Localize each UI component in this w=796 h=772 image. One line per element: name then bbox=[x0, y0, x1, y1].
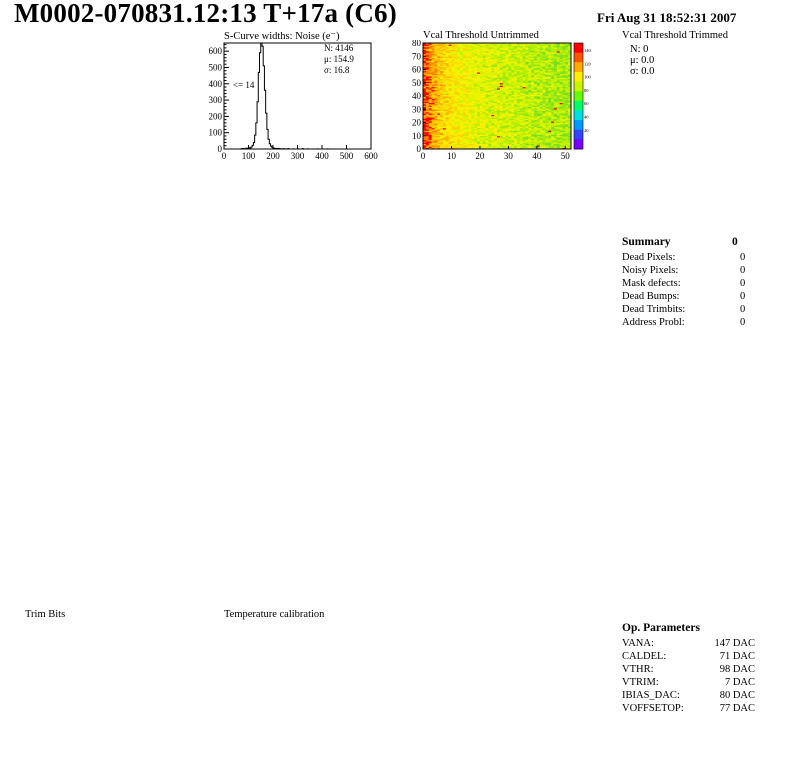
noise-histogram bbox=[200, 40, 390, 162]
colorbar-tick-label: 20 bbox=[584, 127, 589, 133]
y-tick-label: 600 bbox=[208, 46, 222, 57]
stat-line: μ: 154.9 bbox=[324, 54, 354, 64]
op-param-ibias-dac-label: IBIAS_DAC: bbox=[622, 690, 680, 701]
colorbar-segment bbox=[574, 110, 583, 120]
x-tick-label: 100 bbox=[241, 151, 256, 161]
op-param-caldel-value: 71 DAC bbox=[719, 651, 755, 662]
timestamp: Fri Aug 31 18:52:31 2007 bbox=[597, 10, 737, 25]
summary-mask-defects-label: Mask defects: bbox=[622, 278, 681, 289]
trimmed-stat-sigma: σ: 0.0 bbox=[630, 66, 655, 77]
y-tick-label: 40 bbox=[412, 91, 421, 101]
summary-dead-pixels-value: 0 bbox=[740, 252, 746, 263]
op-param-vana-label: VANA: bbox=[622, 638, 654, 649]
colorbar-segment bbox=[574, 101, 583, 111]
summary-noisy-pixels-label: Noisy Pixels: bbox=[622, 265, 679, 276]
summary-mask-defects-value: 0 bbox=[740, 278, 746, 289]
colorbar-tick-label: 80 bbox=[584, 87, 589, 93]
op-param-vana-value: 147 DAC bbox=[714, 638, 755, 649]
colorbar-segment bbox=[574, 130, 583, 140]
stat-line: N: 4146 bbox=[324, 43, 354, 53]
colorbar-tick-label: 120 bbox=[584, 61, 591, 67]
op-param-ibias-dac-value: 80 DAC bbox=[719, 690, 755, 701]
page-title: M0002-070831.12:13 T+17a (C6) bbox=[14, 0, 397, 28]
op-param-vtrim-value: 7 DAC bbox=[724, 677, 755, 688]
colorbar-segment bbox=[574, 91, 583, 101]
op-param-voffsetop-label: VOFFSETOP: bbox=[622, 703, 684, 714]
colorbar-segment bbox=[574, 72, 583, 82]
trimmed-stat-mu: μ: 0.0 bbox=[630, 55, 655, 66]
x-tick-label: 40 bbox=[532, 151, 542, 161]
histogram-series bbox=[241, 43, 328, 149]
op-params-heading: Op. Parameters bbox=[622, 622, 700, 634]
summary-noisy-pixels-value: 0 bbox=[740, 265, 746, 276]
colorbar-tick-label: 100 bbox=[584, 74, 591, 80]
summary-dead-bumps-value: 0 bbox=[740, 291, 746, 302]
summary-heading: Summary bbox=[622, 236, 671, 248]
y-tick-label: 10 bbox=[412, 130, 421, 141]
summary-dead-trimbits-value: 0 bbox=[740, 304, 746, 315]
x-tick-label: 20 bbox=[475, 151, 485, 161]
heatmap-cells bbox=[423, 43, 571, 149]
summary-address-probl-label: Address Probl: bbox=[622, 317, 685, 328]
underflow-annotation: <= 14 bbox=[233, 80, 255, 90]
x-tick-label: 0 bbox=[221, 151, 227, 161]
x-tick-label: 300 bbox=[290, 151, 305, 161]
y-tick-label: 500 bbox=[208, 62, 222, 73]
summary-total: 0 bbox=[732, 236, 738, 248]
y-tick-label: 400 bbox=[208, 78, 222, 89]
colorbar-tick-label: 140 bbox=[584, 48, 591, 53]
y-tick-label: 300 bbox=[208, 95, 222, 106]
y-tick-label: 0 bbox=[416, 144, 421, 154]
untrimmed-plot-title: Vcal Threshold Untrimmed bbox=[423, 30, 539, 41]
trimmed-stat-n: N: 0 bbox=[630, 44, 649, 55]
colorbar-segment bbox=[574, 53, 583, 63]
colorbar-segment bbox=[574, 120, 583, 130]
y-tick-label: 30 bbox=[412, 104, 421, 115]
summary-dead-pixels-label: Dead Pixels: bbox=[622, 252, 676, 263]
x-tick-label: 500 bbox=[339, 151, 354, 161]
op-param-voffsetop-value: 77 DAC bbox=[719, 703, 755, 714]
op-param-vthr-value: 98 DAC bbox=[719, 664, 755, 675]
colorbar-segment bbox=[574, 62, 583, 72]
untrimmed-heatmap bbox=[405, 40, 595, 162]
trimmed-plot-title: Vcal Threshold Trimmed bbox=[622, 30, 728, 41]
stat-line: σ: 16.8 bbox=[324, 65, 350, 75]
colorbar-segment bbox=[574, 82, 583, 92]
y-tick-label: 80 bbox=[412, 40, 421, 48]
y-tick-label: 50 bbox=[412, 77, 421, 88]
colorbar-segment bbox=[574, 139, 583, 149]
x-tick-label: 50 bbox=[560, 151, 570, 161]
colorbar-tick-label: 60 bbox=[584, 101, 589, 107]
summary-address-probl-value: 0 bbox=[740, 317, 746, 328]
x-tick-label: 0 bbox=[420, 151, 426, 161]
x-tick-label: 10 bbox=[446, 151, 456, 161]
colorbar-tick-label: 40 bbox=[584, 114, 589, 120]
summary-dead-bumps-label: Dead Bumps: bbox=[622, 291, 680, 302]
temperature-calibration-label: Temperature calibration bbox=[224, 609, 325, 620]
colorbar-segment bbox=[574, 43, 583, 53]
summary-dead-trimbits-label: Dead Trimbits: bbox=[622, 304, 686, 315]
op-param-vtrim-label: VTRIM: bbox=[622, 677, 659, 688]
y-tick-label: 200 bbox=[208, 111, 222, 122]
y-tick-label: 60 bbox=[412, 64, 421, 75]
y-tick-label: 20 bbox=[412, 117, 421, 128]
noise-plot-title: S-Curve widths: Noise (e⁻) bbox=[224, 31, 340, 42]
x-tick-label: 600 bbox=[364, 151, 378, 161]
x-tick-label: 400 bbox=[315, 151, 329, 161]
op-param-vthr-label: VTHR: bbox=[622, 664, 654, 675]
x-tick-label: 30 bbox=[503, 151, 513, 161]
trim-bits-label: Trim Bits bbox=[25, 609, 66, 620]
op-param-caldel-label: CALDEL: bbox=[622, 651, 667, 662]
y-tick-label: 100 bbox=[208, 127, 222, 138]
y-tick-label: 0 bbox=[217, 144, 222, 154]
x-tick-label: 200 bbox=[266, 151, 280, 161]
y-tick-label: 70 bbox=[412, 51, 421, 62]
